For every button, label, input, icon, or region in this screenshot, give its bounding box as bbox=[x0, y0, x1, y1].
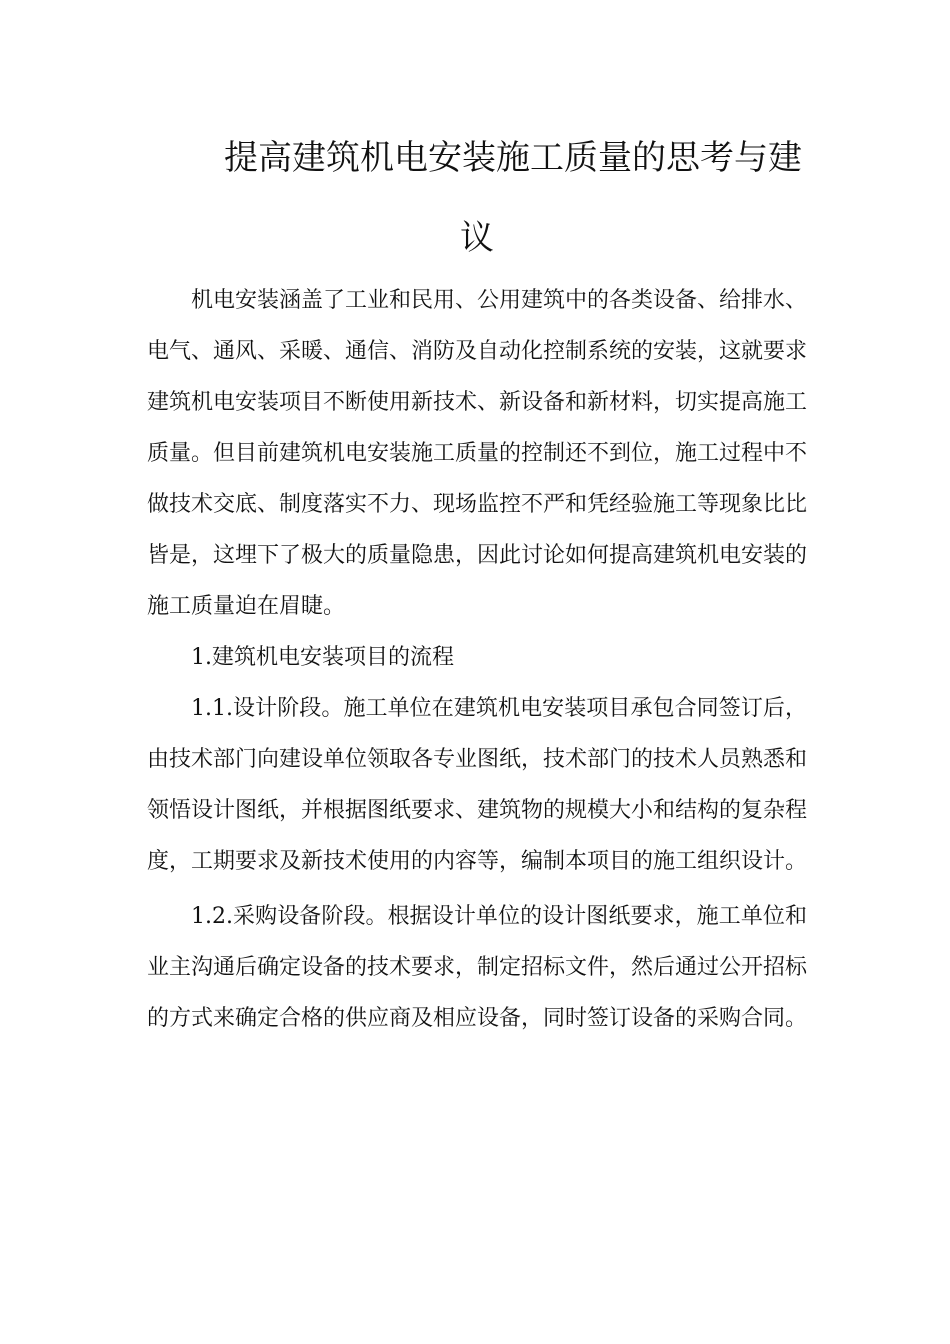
section-heading: 1.建筑机电安装项目的流程 bbox=[191, 645, 454, 670]
document-title bbox=[0, 118, 950, 278]
document-body bbox=[147, 275, 807, 1044]
intro-paragraph: 机电安装涵盖了工业和民用、公用建筑中的各类设备、给排水、电气、通风、采暖、通信、消防及自动化控制系统的安装，这就要求建筑机电安装项目不断使用新技术、新设备和新材料，切实提高施工质量。但目前建筑机电安装施工质量的控制还不到位，施工过程中不做技术交底、制度落实不力、现场监控不严和凭经验施工等现象比比皆是，这埋下了极大的质量隐患，因此讨论如何提高建筑机电安装的施工质量迫在眉睫。 bbox=[147, 288, 808, 619]
procurement-stage-paragraph: 1.2.采购设备阶段。根据设计单位的设计图纸要求，施工单位和业主沟通后确定设备的技术要求，制定招标文件，然后通过公开招标的方式来确定合格的供应商及相应设备，同时签订设备的采购合同。 bbox=[147, 904, 808, 1031]
title-line-1: 提高建筑机电安装施工质量的思考与建 bbox=[224, 138, 802, 178]
title-line-2: 议 bbox=[460, 218, 494, 258]
design-stage-paragraph: 1.1.设计阶段。施工单位在建筑机电安装项目承包合同签订后，由技术部门向建设单位领取各专业图纸，技术部门的技术人员熟悉和领悟设计图纸，并根据图纸要求、建筑物的规模大小和结构的复杂程度，工期要求及新技术使用的内容等，编制本项目的施工组织设计。 bbox=[147, 696, 808, 874]
